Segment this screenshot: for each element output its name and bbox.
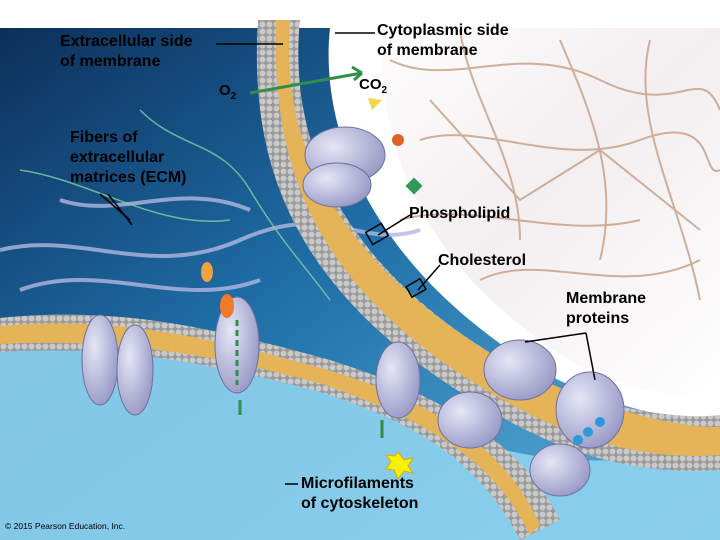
extracellular-side-label [60, 32, 193, 72]
co2-text: CO [359, 76, 382, 93]
o2-text: O [219, 82, 231, 99]
ecm-fibers-line3: matrices (ECM) [70, 169, 187, 186]
extracellular-side-line1: Extracellular side [60, 33, 193, 50]
ecm-fibers-line1: Fibers of [70, 129, 138, 146]
cytoplasmic-side-label [377, 21, 509, 61]
microfilaments-line1: Microfilaments [301, 475, 414, 492]
phospholipid-label: Phospholipid [409, 205, 511, 222]
membrane-proteins-line1: Membrane [566, 290, 647, 307]
co2-label [359, 76, 387, 96]
cholesterol-label: Cholesterol [438, 252, 527, 269]
microfilaments-label [301, 474, 418, 514]
ecm-fibers-line2: extracellular [70, 149, 165, 166]
co2-subscript: 2 [381, 85, 388, 96]
o2-subscript: 2 [230, 91, 237, 102]
membrane-proteins-label [566, 289, 646, 329]
membrane-proteins-line2: proteins [566, 310, 630, 327]
extracellular-side-line2: of membrane [60, 53, 161, 70]
cytoplasmic-side-line2: of membrane [377, 42, 478, 59]
ecm-fibers-label [70, 128, 186, 188]
o2-label [219, 82, 236, 102]
microfilaments-line2: of cytoskeleton [301, 495, 419, 512]
copyright-notice: © 2015 Pearson Education, Inc. [5, 521, 126, 531]
cytoplasmic-side-line1: Cytoplasmic side [377, 22, 509, 39]
